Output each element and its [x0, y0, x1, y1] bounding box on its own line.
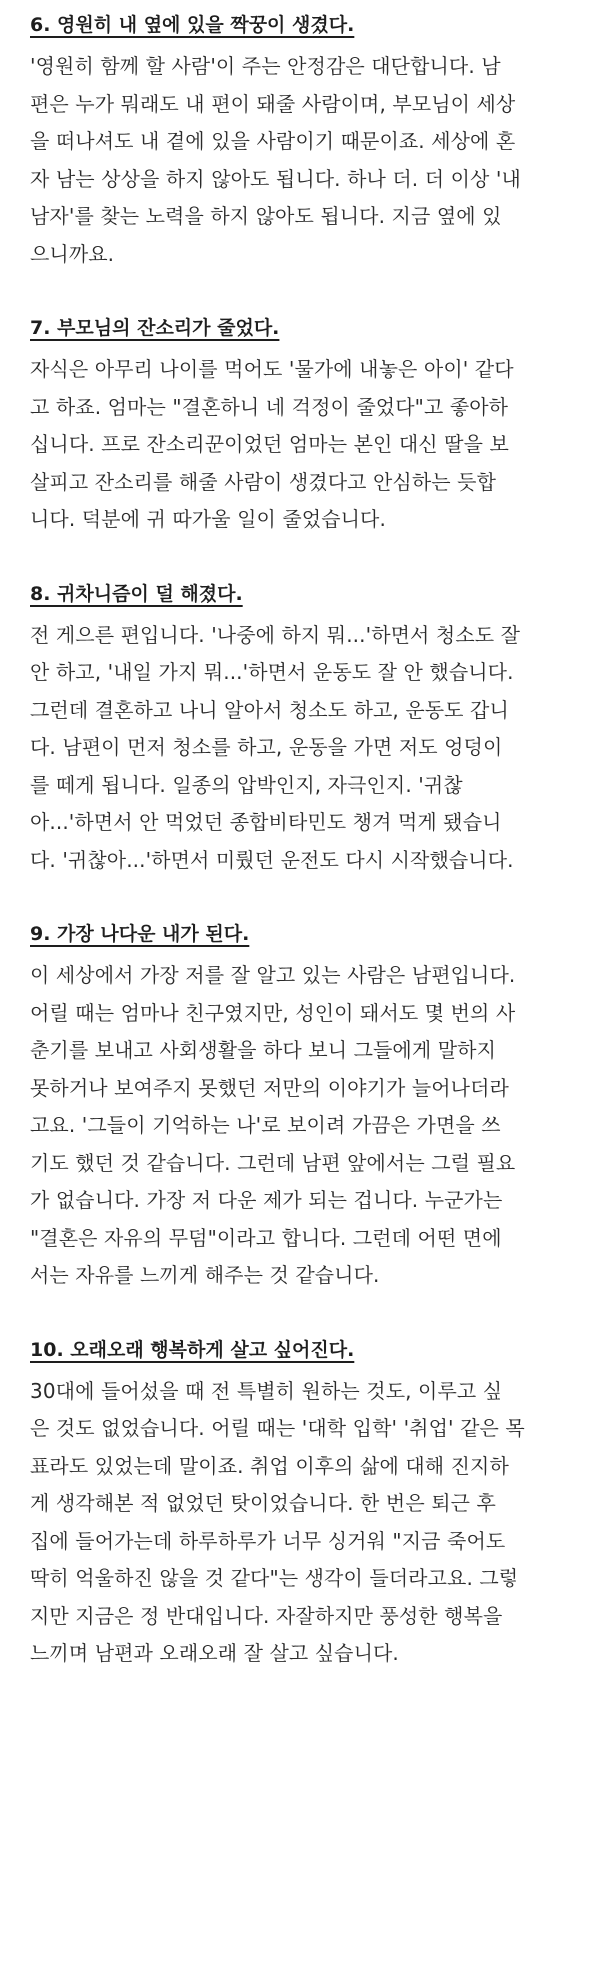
- text-line: 이 세상에서 가장 저를 잘 알고 있는 사람은 남편입니다.: [30, 963, 516, 987]
- section-body: [30, 617, 578, 880]
- section-8: [30, 577, 578, 880]
- text-line: "결혼은 자유의 무덤"이라고 합니다. 그런데 어떤 면에: [30, 1225, 502, 1250]
- section-10: [30, 1333, 578, 1673]
- text-line: 기도 했던 것 같습니다. 그런데 남편 앞에서는 그럴 필요: [30, 1150, 516, 1175]
- text-line: 표라도 있었는데 말이죠. 취업 이후의 삶에 대해 진지하: [30, 1453, 509, 1478]
- text-line: 집에 들어가는데 하루하루가 너무 싱거워 "지금 죽어도: [30, 1528, 506, 1553]
- section-7: [30, 311, 578, 539]
- text-line: 못하거나 보여주지 못했던 저만의 이야기가 늘어나더라: [30, 1075, 509, 1100]
- text-line: 30대에 들어섰을 때 전 특별히 원하는 것도, 이루고 싶: [30, 1378, 503, 1403]
- text-line: 고요. '그들이 기억하는 나'로 보이려 가끔은 가면을 쓰: [30, 1113, 501, 1137]
- text-line: 다. '귀찮아...'하면서 미뤘던 운전도 다시 시작했습니다.: [30, 847, 514, 872]
- text-line: 를 떼게 됩니다. 일종의 압박인지, 자극인지. '귀찮: [30, 772, 463, 797]
- section-body: [30, 48, 578, 273]
- text-line: 그런데 결혼하고 나니 알아서 청소도 하고, 운동도 갑니: [30, 697, 509, 722]
- text-line: 은 것도 없었습니다. 어릴 때는 '대학 입학' '취업' 같은 목: [30, 1416, 525, 1440]
- text-line: 십니다. 프로 잔소리꾼이었던 엄마는 본인 대신 딸을 보: [30, 432, 509, 456]
- text-line: 딱히 억울하진 않을 것 같다"는 생각이 들더라고요. 그렇: [30, 1566, 519, 1590]
- text-line: 서는 자유를 느끼게 해주는 것 같습니다.: [30, 1263, 380, 1287]
- text-line: 느끼며 남편과 오래오래 잘 살고 싶습니다.: [30, 1641, 399, 1665]
- section-body: [30, 351, 578, 539]
- text-line: '영원히 함께 할 사람'이 주는 안정감은 대단합니다. 남: [30, 54, 501, 78]
- section-heading: 6. 영원히 내 옆에 있을 짝꿍이 생겼다.: [30, 14, 355, 36]
- section-heading: 10. 오래오래 행복하게 살고 싶어진다.: [30, 1338, 355, 1361]
- text-line: 을 떠나셔도 내 곁에 있을 사람이기 때문이죠. 세상에 혼: [30, 129, 516, 153]
- text-line: 고 하죠. 엄마는 "결혼하니 네 걱정이 줄었다"고 좋아하: [30, 394, 509, 419]
- text-line: 니다. 덕분에 귀 따가울 일이 줄었습니다.: [30, 507, 386, 531]
- text-line: 다. 남편이 먼저 청소를 하고, 운동을 가면 저도 엉덩이: [30, 735, 503, 759]
- section-heading: 7. 부모님의 잔소리가 줄었다.: [30, 317, 280, 339]
- text-line: 아...'하면서 안 먹었던 종합비타민도 챙겨 먹게 됐습니: [30, 810, 502, 834]
- section-body: [30, 957, 578, 1295]
- text-line: 춘기를 보내고 사회생활을 하다 보니 그들에게 말하지: [30, 1038, 496, 1062]
- text-line: 자 남는 상상을 하지 않아도 됩니다. 하나 더. 더 이상 '내: [30, 166, 521, 191]
- text-line: 게 생각해본 적 없었던 탓이었습니다. 한 번은 퇴근 후: [30, 1491, 496, 1515]
- text-line: 지만 지금은 정 반대입니다. 자잘하지만 풍성한 행복을: [30, 1603, 503, 1628]
- section-heading: 8. 귀차니즘이 덜 해졌다.: [30, 582, 243, 605]
- text-line: 자식은 아무리 나이를 먹어도 '물가에 내놓은 아이' 같다: [30, 357, 514, 381]
- section-9: [30, 917, 578, 1295]
- section-body: [30, 1373, 578, 1673]
- text-line: 전 게으른 편입니다. '나중에 하지 뭐...'하면서 청소도 잘: [30, 622, 521, 647]
- text-line: 어릴 때는 엄마나 친구였지만, 성인이 돼서도 몇 번의 사: [30, 1000, 516, 1025]
- section-6: [30, 8, 578, 273]
- text-line: 안 하고, '내일 가지 뭐...'하면서 운동도 잘 안 했습니다.: [30, 660, 514, 684]
- text-line: 편은 누가 뭐래도 내 편이 돼줄 사람이며, 부모님이 세상: [30, 91, 516, 116]
- section-heading: 9. 가장 나다운 내가 된다.: [30, 923, 250, 945]
- text-line: 으니까요.: [30, 241, 115, 266]
- text-line: 살피고 잔소리를 해줄 사람이 생겼다고 안심하는 듯합: [30, 469, 496, 494]
- text-line: 남자'를 찾는 노력을 하지 않아도 됩니다. 지금 옆에 있: [30, 204, 502, 228]
- text-line: 가 없습니다. 가장 저 다운 제가 되는 겁니다. 누군가는: [30, 1188, 503, 1212]
